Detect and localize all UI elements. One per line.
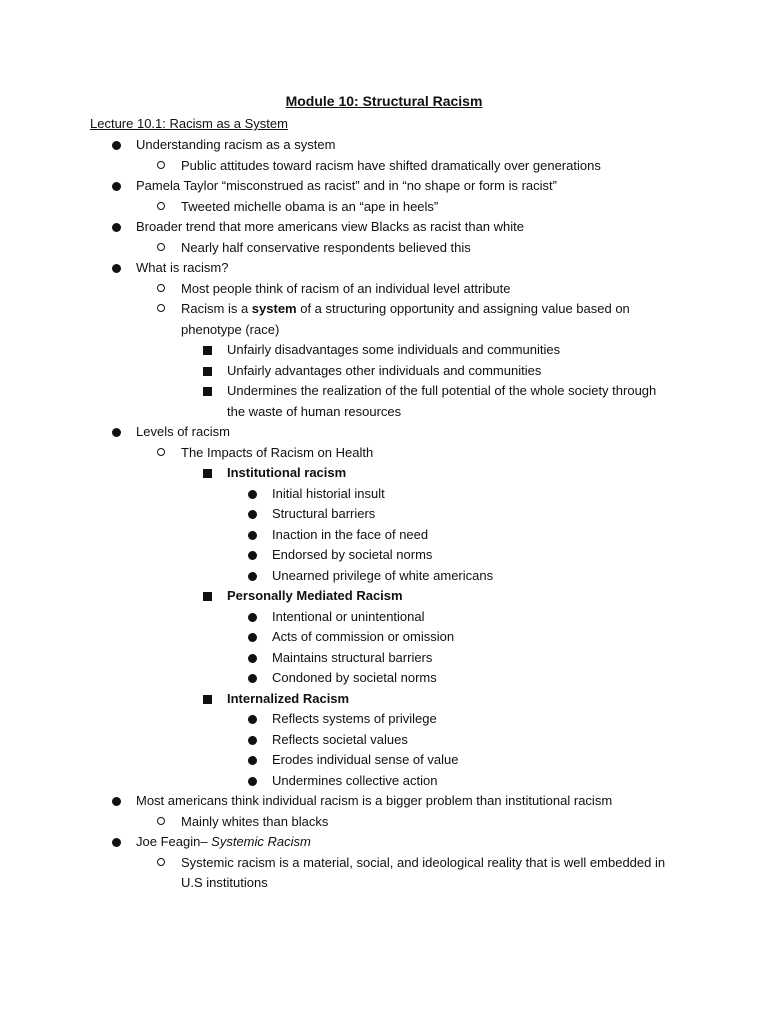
bullet-circle-icon <box>157 161 165 169</box>
list-item-continuation: U.S institutions <box>181 875 268 890</box>
bullet-disc-icon <box>248 654 257 663</box>
list-item-bold: Internalized Racism <box>227 690 350 706</box>
list-item-text <box>227 463 346 484</box>
bullet-square-icon <box>203 367 212 376</box>
list-item-pre: Racism is a <box>181 301 252 316</box>
bullet-disc-icon <box>248 633 257 642</box>
bullet-disc-icon <box>248 777 257 786</box>
list-item-text <box>136 135 335 156</box>
list-item-pre: Joe Feagin– <box>136 834 212 849</box>
list-item-text: Systemic racism is a material, social, and ideological reality that is well embedded in <box>181 854 666 870</box>
list-item-text <box>136 832 311 853</box>
list-item-text <box>136 791 612 812</box>
list-item-text: Reflects systems of privilege <box>272 711 437 726</box>
list-item-text: Inaction in the face of need <box>272 526 429 542</box>
list-item-text <box>272 627 454 648</box>
list-item-text: The Impacts of Racism on Health <box>181 444 374 460</box>
list-item-text <box>272 545 432 566</box>
list-item-text <box>136 258 228 279</box>
list-item-text <box>272 668 437 689</box>
list-item-text: Understanding racism as a system <box>136 137 336 152</box>
list-item-text <box>272 484 385 505</box>
list-item-text <box>227 340 560 361</box>
list-item-text <box>181 443 373 464</box>
list-item-text: Unfairly advantages other individuals and communities <box>227 362 542 378</box>
bullet-circle-icon <box>157 202 165 210</box>
bullet-square-icon <box>203 469 212 478</box>
list-item-bold: system <box>251 301 297 316</box>
bullet-disc-icon <box>248 490 257 499</box>
list-item-text <box>181 279 511 300</box>
list-item-text <box>272 607 425 628</box>
list-item-text: Initial historial insult <box>272 485 385 501</box>
bullet-circle-icon <box>157 817 165 825</box>
list-item-text: Undermines collective action <box>272 772 438 788</box>
list-item-text: Public attitudes toward racism have shifted dramatically over generations <box>181 157 601 173</box>
page-title: Module 10: Structural Racism <box>285 93 483 109</box>
list-item-text: Unearned privilege of white americans <box>272 567 494 583</box>
bullet-disc-icon <box>248 715 257 724</box>
list-item-text <box>181 156 601 177</box>
list-item-continuation: phenotype (race) <box>181 321 280 337</box>
list-item-text: Mainly whites than blacks <box>181 813 329 829</box>
list-item-text: Pamela Taylor “misconstrued as racist” and in “no shape or form is racist” <box>136 178 557 193</box>
list-item-text: Undermines the realization of the full potential of the whole society through <box>227 383 657 398</box>
list-item-bold: Institutional racism <box>227 465 347 480</box>
bullet-disc-icon <box>248 756 257 765</box>
bullet-disc-icon <box>248 572 257 581</box>
list-item-text <box>181 812 328 833</box>
list-item-text: Condoned by societal norms <box>272 670 437 685</box>
list-item-text: What is racism? <box>136 260 229 275</box>
list-item-text: Intentional or unintentional <box>272 608 425 624</box>
list-item-text <box>272 750 458 771</box>
bullet-square-icon <box>203 592 212 601</box>
list-item-text <box>227 689 349 710</box>
bullet-square-icon <box>203 695 212 704</box>
list-item-text <box>272 648 432 669</box>
bullet-disc-icon <box>248 613 257 622</box>
bullet-disc-icon <box>112 182 121 191</box>
bullet-disc-icon <box>248 674 257 683</box>
list-item-text: Levels of racism <box>136 424 230 439</box>
list-item-text: Broader trend that more americans view Blacks as racist than white <box>136 219 525 234</box>
list-item-bold: Personally Mediated Racism <box>227 588 403 603</box>
bullet-square-icon <box>203 346 212 355</box>
list-item-text: Most americans think individual racism is a bigger problem than institutional racism <box>136 793 613 808</box>
list-item-text <box>272 709 437 730</box>
list-item-text <box>181 238 471 259</box>
list-item-text <box>181 197 438 218</box>
bullet-circle-icon <box>157 448 165 456</box>
bullet-disc-icon <box>248 531 257 540</box>
list-item-text <box>227 361 541 382</box>
bullet-disc-icon <box>112 264 121 273</box>
bullet-circle-icon <box>157 243 165 251</box>
bullet-disc-icon <box>112 141 121 150</box>
bullet-disc-icon <box>248 736 257 745</box>
bullet-disc-icon <box>248 510 257 519</box>
list-item-text <box>136 422 230 443</box>
list-item-continuation: the waste of human resources <box>227 403 402 419</box>
list-item-text: Structural barriers <box>272 506 376 521</box>
list-item-text <box>136 176 557 197</box>
bullet-circle-icon <box>157 304 165 312</box>
bullet-disc-icon <box>112 428 121 437</box>
list-item-text <box>272 525 428 546</box>
list-item-text <box>272 730 408 751</box>
list-item-text: Acts of commission or omission <box>272 629 455 644</box>
list-item-text: Unfairly disadvantages some individuals and communities <box>227 342 561 357</box>
list-item-text: Erodes individual sense of value <box>272 752 459 767</box>
bullet-circle-icon <box>157 284 165 292</box>
list-item-text: Reflects societal values <box>272 731 408 747</box>
list-item-text <box>272 566 493 587</box>
list-item-text <box>227 586 403 607</box>
bullet-disc-icon <box>112 223 121 232</box>
list-item-text <box>227 381 656 402</box>
list-item-text: Endorsed by societal norms <box>272 547 433 562</box>
bullet-disc-icon <box>112 797 121 806</box>
list-item-text <box>272 504 375 525</box>
lecture-heading: Lecture 10.1: Racism as a System <box>90 116 288 131</box>
bullet-disc-icon <box>112 838 121 847</box>
list-item-post: of a structuring opportunity and assigning value based on <box>296 301 630 316</box>
list-item-text <box>181 299 630 320</box>
list-item-text <box>136 217 524 238</box>
list-item-text: Tweeted michelle obama is an “ape in heels” <box>181 198 439 214</box>
bullet-circle-icon <box>157 858 165 866</box>
list-item-text <box>181 853 665 874</box>
bullet-square-icon <box>203 387 212 396</box>
list-item-text: Most people think of racism of an individual level attribute <box>181 280 511 296</box>
list-item-text: Maintains structural barriers <box>272 649 433 665</box>
list-item-italic: Systemic Racism <box>211 834 311 849</box>
bullet-disc-icon <box>248 551 257 560</box>
list-item-text <box>272 771 437 792</box>
list-item-text: Nearly half conservative respondents believed this <box>181 239 471 255</box>
